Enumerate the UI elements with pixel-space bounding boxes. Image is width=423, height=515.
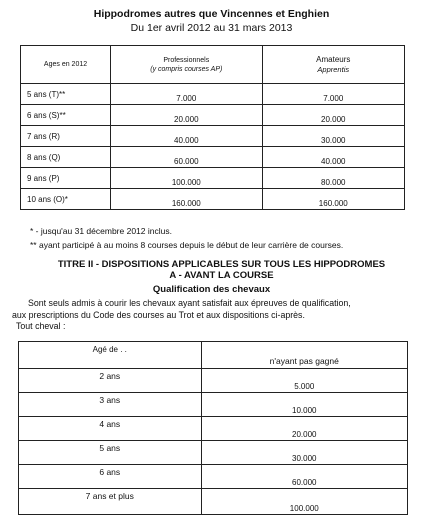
row-age: 2 ans bbox=[19, 369, 202, 393]
row-age: 7 ans (R) bbox=[21, 126, 111, 147]
header-age: Ages en 2012 bbox=[21, 46, 111, 84]
row-professional-value: 40.000 bbox=[111, 126, 262, 147]
row-professional-value: 7.000 bbox=[111, 84, 262, 105]
row-value: 60.000 bbox=[201, 465, 407, 489]
header-amateurs-label: Amateurs bbox=[316, 54, 351, 64]
row-age: 6 ans (S)** bbox=[21, 105, 111, 126]
subheading-qualification: Qualification des chevaux bbox=[152, 284, 271, 295]
header-amateurs-note: Apprentis bbox=[317, 64, 350, 74]
row-professional-value: 160.000 bbox=[111, 189, 262, 210]
row-professional-value: 20.000 bbox=[111, 105, 262, 126]
row-amateur-value: 7.000 bbox=[262, 84, 404, 105]
table-row bbox=[19, 369, 408, 393]
row-professional-value: 100.000 bbox=[111, 168, 262, 189]
header-not-won: n'ayant pas gagné bbox=[201, 342, 407, 369]
table-row bbox=[21, 147, 405, 168]
row-age: 4 ans bbox=[19, 417, 202, 441]
row-age: 10 ans (O)* bbox=[21, 189, 111, 210]
row-amateur-value: 160.000 bbox=[262, 189, 404, 210]
page-subtitle: Du 1er avril 2012 au 31 mars 2013 bbox=[130, 22, 293, 34]
row-age: 5 ans bbox=[19, 441, 202, 465]
table-row bbox=[19, 441, 408, 465]
row-value: 30.000 bbox=[201, 441, 407, 465]
table-row bbox=[19, 465, 408, 489]
row-value: 100.000 bbox=[201, 489, 407, 515]
row-age: 9 ans (P) bbox=[21, 168, 111, 189]
section-title bbox=[20, 259, 423, 281]
qualification-table bbox=[18, 341, 408, 515]
table-row bbox=[21, 126, 405, 147]
row-professional-value: 60.000 bbox=[111, 147, 262, 168]
row-age: 8 ans (Q) bbox=[21, 147, 111, 168]
section-title-line1: TITRE II - DISPOSITIONS APPLICABLES SUR TOUS LES HIPPODROMES bbox=[57, 259, 386, 270]
footnote-double-asterisk: ** ayant participé à au moins 8 courses depuis le début de leur carrière de courses. bbox=[30, 240, 344, 250]
qualification-paragraph bbox=[12, 298, 423, 333]
row-age: 3 ans bbox=[19, 393, 202, 417]
row-amateur-value: 40.000 bbox=[262, 147, 404, 168]
table-row bbox=[19, 489, 408, 515]
row-value: 20.000 bbox=[201, 417, 407, 441]
row-amateur-value: 30.000 bbox=[262, 126, 404, 147]
table-header-row bbox=[19, 342, 408, 369]
header-age: Agé de . . bbox=[19, 342, 202, 369]
row-age: 6 ans bbox=[19, 465, 202, 489]
row-value: 5.000 bbox=[201, 369, 407, 393]
table-row bbox=[19, 417, 408, 441]
page-title: Hippodromes autres que Vincennes et Enghien bbox=[93, 8, 330, 20]
row-value: 10.000 bbox=[201, 393, 407, 417]
paragraph-line: aux prescriptions du Code des courses au Trot et aux dispositions ci-après. bbox=[12, 309, 305, 320]
header-amateurs bbox=[262, 46, 404, 84]
table-row bbox=[19, 393, 408, 417]
paragraph-line: Tout cheval : bbox=[16, 321, 66, 331]
table-row bbox=[21, 189, 405, 210]
table-row bbox=[21, 84, 405, 105]
paragraph-line: Sont seuls admis à courir les chevaux ayant satisfait aux épreuves de qualification, bbox=[28, 298, 351, 308]
row-age: 7 ans et plus bbox=[19, 489, 202, 515]
header-professionals-note: (y compris courses AP) bbox=[150, 65, 223, 73]
row-amateur-value: 80.000 bbox=[262, 168, 404, 189]
section-title-line2: A - AVANT LA COURSE bbox=[169, 270, 274, 281]
row-age: 5 ans (T)** bbox=[21, 84, 111, 105]
header-professionals bbox=[111, 46, 262, 84]
row-amateur-value: 20.000 bbox=[262, 105, 404, 126]
table-header-row bbox=[21, 46, 405, 84]
table-row bbox=[21, 105, 405, 126]
earnings-table-by-age bbox=[20, 45, 405, 210]
header-professionals-label: Professionnels bbox=[163, 56, 210, 64]
footnote-single-asterisk: * - jusqu'au 31 décembre 2012 inclus. bbox=[30, 226, 172, 236]
table-row bbox=[21, 168, 405, 189]
